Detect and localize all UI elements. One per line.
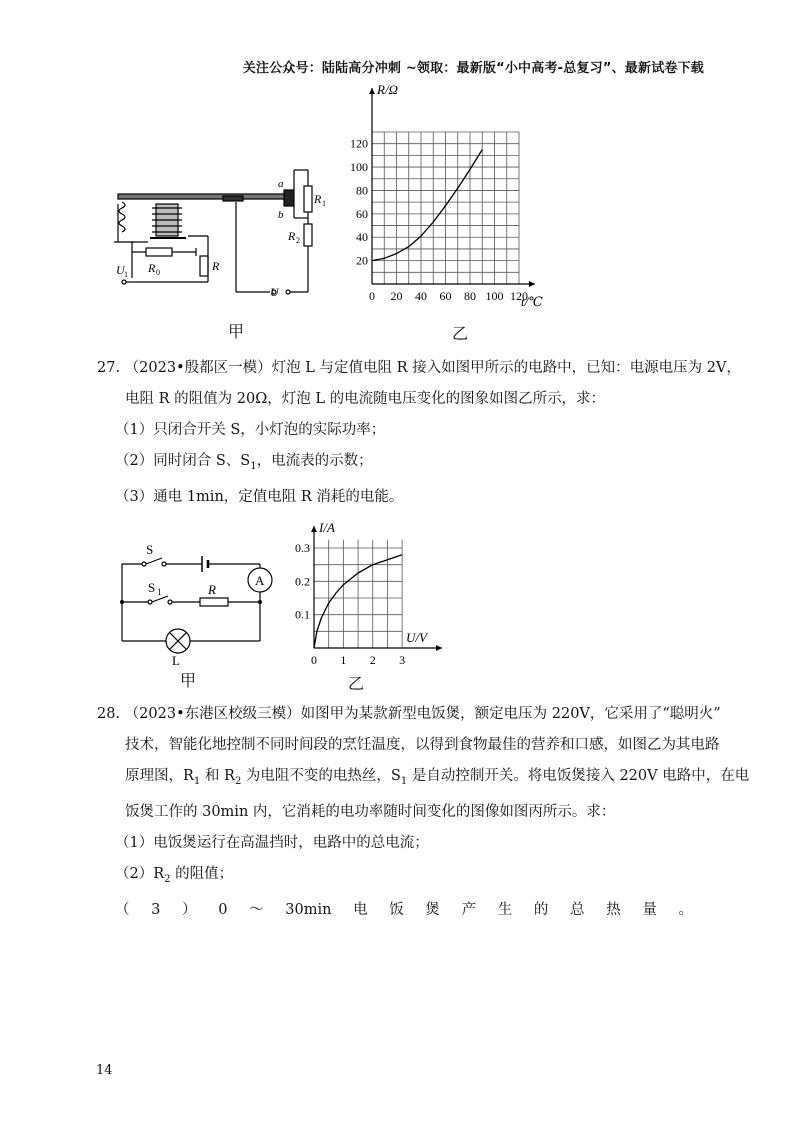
lamp-circuit-diagram: [110, 538, 280, 668]
x-tick-label: 3: [399, 653, 406, 667]
x-tick-label: 60: [439, 289, 452, 303]
y-tick-label: 40: [356, 230, 368, 245]
q28-line1: 如图甲为某款新型电饭煲，额定电压为 220V，它采用了“聪明火”: [300, 706, 721, 722]
x-tick-label: 0: [311, 653, 317, 667]
x-tick-label: 100: [485, 289, 504, 303]
y-axis-label: R/Ω: [377, 82, 398, 97]
label-a: a: [278, 178, 284, 190]
label-s1-sub: 1: [157, 587, 162, 597]
q28-line4: 饭煲工作的 30min 内，它消耗的电功率随时间变化的图像如图丙所示。求：: [125, 803, 616, 820]
label-s: S: [146, 542, 154, 557]
x-axis-arrow: [436, 645, 442, 651]
q27-number: 27.: [97, 360, 121, 376]
y-tick-label: 100: [350, 160, 368, 175]
fig27-graph-caption: 乙: [348, 674, 365, 693]
fig27-circuit-caption: 甲: [180, 671, 197, 690]
label-u: U: [270, 285, 279, 299]
x-tick-label: 20: [390, 289, 403, 303]
label-r: R: [212, 259, 220, 273]
page-header: 关注公众号：陆陆高分冲刺 ~领取：最新版“小中高考-总复习”、最新试卷下载: [242, 61, 704, 76]
x-tick-label: 0: [369, 289, 375, 303]
q27-sub3: （3）通电 1min，定值电阻 R 消耗的电能。: [115, 488, 404, 505]
y-axis-arrow: [311, 526, 317, 532]
x-axis-arrow: [529, 281, 535, 287]
label-r2: R: [288, 229, 296, 243]
label-s1: S: [148, 580, 156, 595]
series-line: [372, 150, 482, 261]
label-r0-sub: 0: [156, 268, 160, 277]
x-tick-label: 2: [369, 653, 376, 667]
q28-line3: 原理图，$R_1$ 和 $R_2$ 为电阻不变的电热丝，$S_1$ 是自动控制开关。将电饭煲接入 220V 电路中，在电: [125, 768, 750, 787]
y-axis-label: I/A: [319, 520, 335, 535]
y-tick-label: 0.2: [295, 574, 310, 589]
y-tick-label: 0.1: [295, 607, 310, 622]
y-tick-label: 60: [356, 206, 368, 221]
q27-line1: 灯泡 L 与定值电阻 R 接入如图甲所示的电路中，已知：电源电压为 2V，: [271, 360, 741, 376]
x-tick-label: 80: [464, 289, 476, 303]
y-tick-label: 80: [356, 183, 368, 198]
page-number: 14: [96, 1063, 113, 1078]
q27-sub2: （2）同时闭合 S、$S_1$，电流表的示数；: [115, 453, 373, 472]
resistance-temperature-graph: [328, 82, 578, 322]
q27-source: （2023•殷都区一模）: [124, 360, 272, 376]
label-r1-sub: 1: [322, 199, 326, 208]
y-tick-label: 20: [356, 253, 368, 268]
label-b: b: [278, 209, 284, 221]
q27-sub1: （1）只闭合开关 S，小灯泡的实际功率；: [115, 422, 386, 438]
fig26-graph-caption: 乙: [452, 324, 469, 343]
q28-source: （2023•东港区校级三模）: [124, 706, 301, 722]
q28-sub2: $(2)R_2$ 的阻值；: [115, 865, 234, 885]
question-28: [97, 699, 750, 926]
x-axis-label: U/V: [406, 630, 427, 645]
x-tick-label: 120: [510, 289, 528, 303]
question-27: [97, 353, 741, 513]
q27-line2: 电阻 R 的阻值为 20Ω，灯泡 L 的电流随电压变化的图象如图乙所示，求：: [125, 391, 606, 407]
q28-sub3: （ 3 ） 0 ～ 30min 电 饭 煲 产 生 的 总 热 量 。: [115, 901, 693, 918]
label-u1: U: [116, 263, 125, 277]
label-u1-sub: 1: [124, 270, 128, 279]
label-r0: R: [148, 261, 156, 275]
current-voltage-graph: [288, 508, 468, 674]
q28-sub1: （1）电饭煲运行在高温挡时，电路中的总电流；: [115, 834, 429, 851]
relay-circuit-diagram: [108, 160, 328, 300]
y-tick-label: 120: [350, 136, 368, 151]
fig26-circuit-caption: 甲: [228, 322, 245, 341]
x-axis-label: t/℃: [521, 294, 543, 309]
q28-number: 28.: [97, 706, 121, 722]
label-r1: R: [314, 192, 322, 206]
x-tick-label: 40: [415, 289, 427, 303]
label-r: R: [208, 582, 216, 597]
y-axis-arrow: [369, 88, 375, 94]
y-tick-label: 0.3: [295, 541, 310, 555]
ammeter-label: A: [255, 573, 265, 588]
x-tick-label: 1: [340, 653, 347, 667]
label-l: L: [172, 653, 180, 668]
q28-line2: 技术，智能化地控制不同时间段的烹饪温度，以得到食物最佳的营养和口感，如图乙为其电路: [125, 737, 720, 753]
label-r2-sub: 2: [296, 236, 300, 245]
